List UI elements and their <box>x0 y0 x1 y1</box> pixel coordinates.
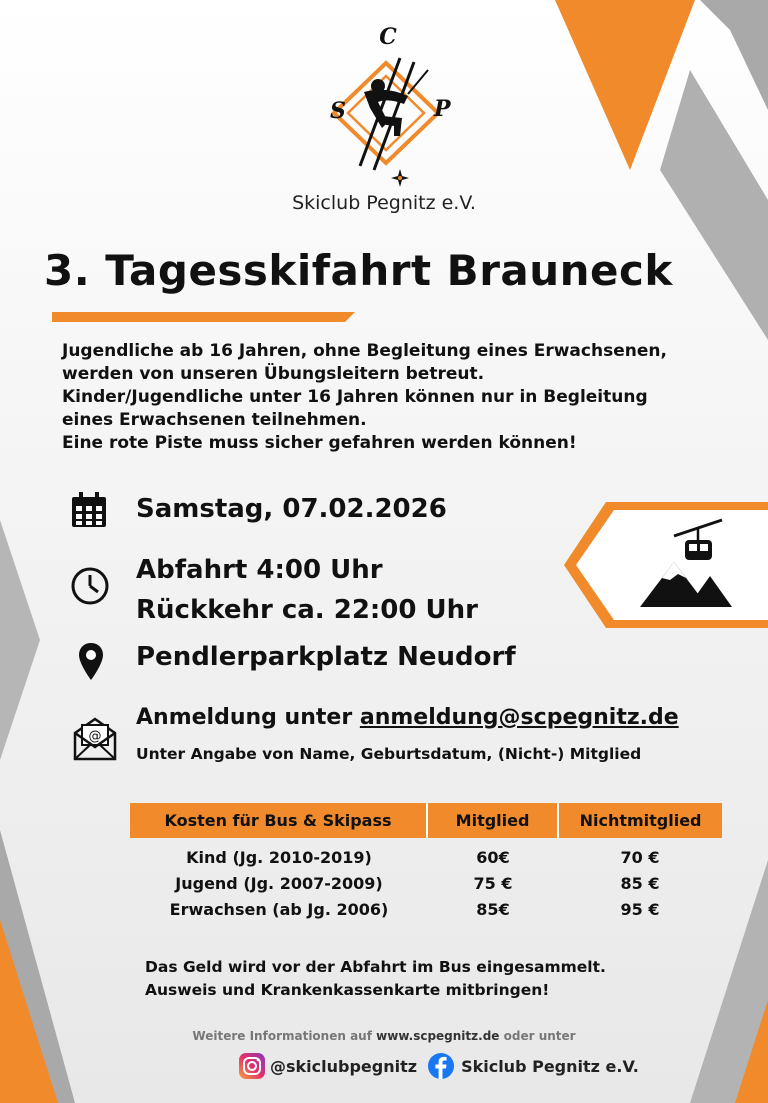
header-nonmember: Nichtmitglied <box>557 803 722 838</box>
cost-category: Jugend (Jg. 2007-2009) <box>175 873 383 893</box>
calendar-icon <box>70 491 108 529</box>
cost-category: Kind (Jg. 2010-2019) <box>186 847 372 867</box>
more-info-prefix: Weitere Informationen auf <box>192 1029 372 1043</box>
social-links <box>238 1052 639 1080</box>
intro-text <box>62 340 762 455</box>
cost-nonmember: 70 € <box>620 847 660 867</box>
signup-line <box>136 705 679 730</box>
title-underline <box>52 312 355 322</box>
time-info <box>136 550 478 630</box>
signup-prefix: Anmeldung unter <box>136 705 353 730</box>
table-row <box>130 870 722 896</box>
facebook-icon <box>427 1052 455 1080</box>
cost-member: 60€ <box>476 847 510 867</box>
grey-chevron-left <box>0 520 40 760</box>
website-link[interactable]: www.scpegnitz.de <box>376 1029 500 1043</box>
svg-text:@: @ <box>88 729 102 744</box>
intro-line: eines Erwachsenen teilnehmen. <box>62 410 367 430</box>
intro-line: werden von unseren Übungsleitern betreut. <box>62 364 485 384</box>
header-category: Kosten für Bus & Skipass <box>164 811 392 830</box>
cost-member: 85€ <box>476 899 510 919</box>
signup-note: Unter Angabe von Name, Geburtsdatum, (Nicht-) Mitglied <box>136 745 642 763</box>
more-info-suffix: oder unter <box>503 1029 576 1043</box>
facebook-page[interactable]: Skiclub Pegnitz e.V. <box>461 1056 639 1076</box>
grey-stripe-top-right <box>700 0 768 110</box>
logo-letter-p: P <box>434 96 451 122</box>
return-time: Rückkehr ca. 22:00 Uhr <box>136 595 478 625</box>
compass-star-icon <box>391 169 409 187</box>
cost-member: 75 € <box>473 873 513 893</box>
logo-letter-s: S <box>330 98 346 124</box>
cost-table <box>130 803 722 922</box>
meeting-location: Pendlerparkplatz Neudorf <box>136 642 516 672</box>
more-info-line <box>0 1029 768 1043</box>
page-title: 3. Tagesskifahrt Brauneck <box>44 246 673 295</box>
clock-icon <box>70 566 110 606</box>
intro-line: Jugendliche ab 16 Jahren, ohne Begleitung eines Erwachsenen, <box>62 341 667 361</box>
cost-category: Erwachsen (ab Jg. 2006) <box>169 899 389 919</box>
intro-line: Eine rote Piste muss sicher gefahren werden können! <box>62 433 577 453</box>
event-date: Samstag, 07.02.2026 <box>136 494 447 524</box>
cost-nonmember: 85 € <box>620 873 660 893</box>
intro-line: Kinder/Jugendliche unter 16 Jahren können nur in Begleitung <box>62 387 648 407</box>
club-name: Skiclub Pegnitz e.V. <box>292 192 476 214</box>
header-member: Mitglied <box>426 803 557 838</box>
signup-email-link[interactable]: anmeldung@scpegnitz.de <box>359 705 679 730</box>
table-row <box>130 844 722 870</box>
note-line: Das Geld wird vor der Abfahrt im Bus eingesammelt. <box>145 958 606 976</box>
location-pin-icon <box>78 642 104 682</box>
cost-nonmember: 95 € <box>620 899 660 919</box>
club-logo <box>316 18 456 193</box>
instagram-icon <box>238 1052 266 1080</box>
logo-letter-c: C <box>379 24 397 50</box>
departure-time: Abfahrt 4:00 Uhr <box>136 555 383 585</box>
table-row <box>130 896 722 922</box>
instagram-handle[interactable]: @skiclubpegnitz <box>270 1056 418 1076</box>
notes <box>145 956 606 1002</box>
note-line: Ausweis und Krankenkassenkarte mitbringen! <box>145 981 550 999</box>
cost-table-body <box>130 838 722 922</box>
gondola-badge <box>562 500 768 630</box>
cost-table-header <box>130 803 722 838</box>
mail-icon <box>72 715 118 761</box>
